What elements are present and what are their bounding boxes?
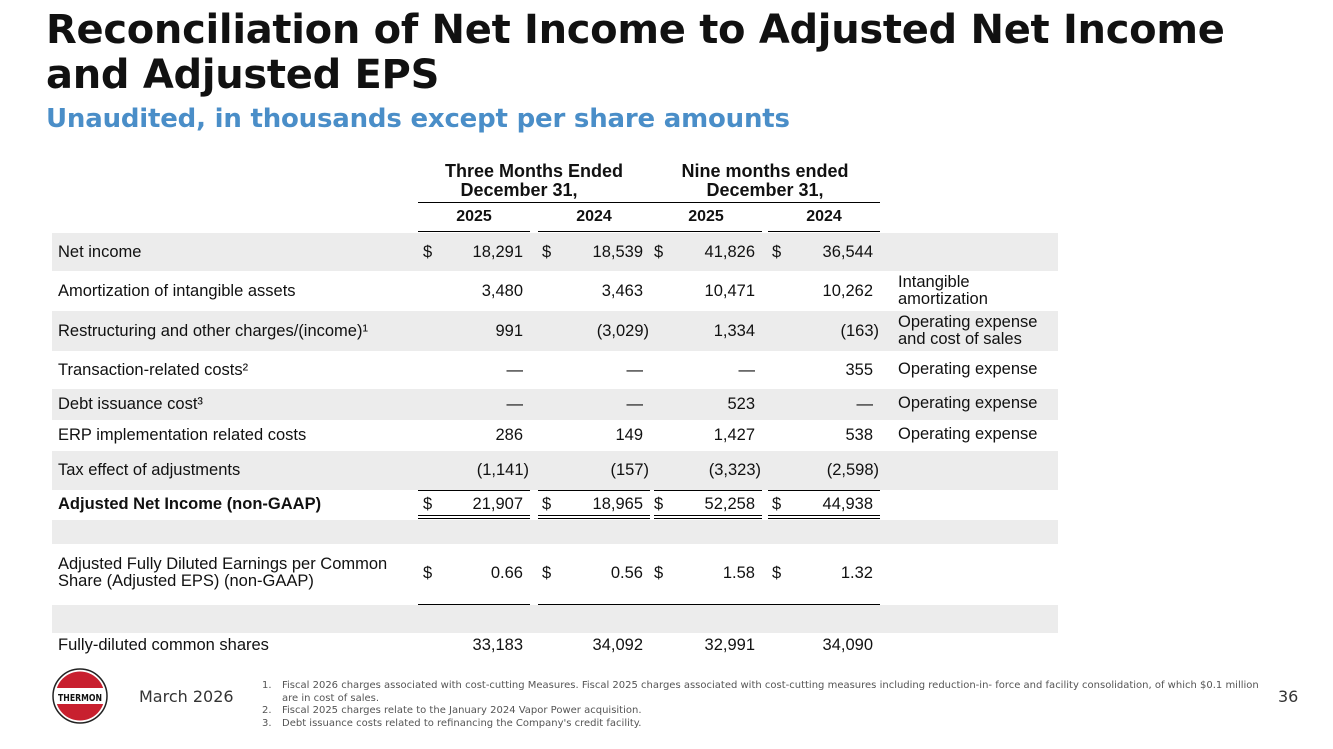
cell-value: 18,965 [592,495,643,513]
cell-value: 18,291 [472,243,523,261]
cell-value: (157) [610,461,649,479]
cell-value: 41,826 [704,243,755,261]
cell-value: 1.32 [840,564,873,582]
row-note: Intangible amortization [898,273,988,308]
row-label: Transaction-related costs² [58,361,249,379]
cell-value: 52,258 [704,495,755,513]
table-row-adjusted-net-income [52,491,1058,516]
table-row-restructuring [52,311,1058,351]
total-double-rule [418,515,530,516]
cell-value: 286 [495,426,523,444]
row-label: Restructuring and other charges/(income)¹ [58,322,368,340]
header-nine-months-line2: December 31, [706,180,824,200]
cell-value: — [856,395,873,413]
footnotes [262,680,1272,730]
cell-value: 0.56 [610,564,643,582]
cell-value: 991 [495,322,523,340]
table-row-net-income [52,233,1058,271]
header-three-months [418,162,650,200]
cell-value: 3,480 [481,282,523,300]
currency-symbol: $ [542,243,552,261]
cell-value: 1.58 [722,564,755,582]
table-row-diluted-shares [52,633,1058,657]
row-label: Net income [58,243,142,261]
year-header-2: 2024 [576,208,612,225]
logo-text: THERMON [58,693,102,704]
cell-value: (3,323) [708,461,761,479]
year-header-3: 2025 [688,208,724,225]
row-label: Adjusted Fully Diluted Earnings per Common Share (Adjusted EPS) (non-GAAP) [58,555,388,590]
cell-value: 1,427 [713,426,755,444]
table-row-erp-costs [52,420,1058,451]
row-note: Operating expense [898,394,1038,412]
page-number: 36 [1278,687,1299,706]
year-rule-4 [768,231,880,232]
page-title: Reconciliation of Net Income to Adjusted Net Income and Adjusted EPS [46,7,1225,98]
total-double-rule [418,518,530,519]
cell-value: (2,598) [826,461,879,479]
row-label: Fully-diluted common shares [58,636,269,654]
footer-date: March 2026 [139,687,234,706]
cell-value: 538 [845,426,873,444]
year-rule-2 [538,231,650,232]
currency-symbol: $ [772,564,782,582]
year-header-1: 2025 [456,208,492,225]
header-three-months-line1: Three Months Ended [444,161,623,181]
cell-value: 18,539 [592,243,643,261]
cell-value: 10,262 [822,282,873,300]
cell-value: 33,183 [472,636,523,654]
footnote-1: 1. Fiscal 2026 charges associated with cost-cutting Measures. Fiscal 2025 charges associated with cost-cutting measures including reduction-in- force and facility consolidation, of which $0.1 million are in cost of sales. [262,680,1259,704]
header-rule [418,202,880,203]
currency-symbol: $ [423,495,433,513]
currency-symbol: $ [654,243,664,261]
currency-symbol: $ [542,495,552,513]
currency-symbol: $ [423,564,433,582]
cell-value: 34,090 [822,636,873,654]
cell-value: — [738,361,755,379]
cell-value: 32,991 [704,636,755,654]
currency-symbol: $ [772,495,782,513]
row-label: ERP implementation related costs [58,426,307,444]
cell-value: 523 [727,395,755,413]
row-label: Debt issuance cost³ [58,395,203,413]
row-label: Adjusted Net Income (non-GAAP) [58,495,322,513]
currency-symbol: $ [654,564,664,582]
cell-value: — [506,395,523,413]
table-row-transaction-costs [52,351,1058,389]
cell-value: — [626,395,643,413]
cell-value: (3,029) [596,322,649,340]
row-note: Operating expense [898,425,1038,443]
cell-value: 0.66 [490,564,523,582]
table-spacer-row [52,520,1058,544]
cell-value: 36,544 [822,243,873,261]
total-double-rule [538,515,650,516]
table-row-amortization [52,271,1058,311]
table-row-debt-issuance [52,389,1058,420]
cell-value: (163) [840,322,879,340]
cell-value: 34,092 [592,636,643,654]
header-nine-months-line1: Nine months ended [681,161,849,181]
cell-value: 3,463 [601,282,643,300]
cell-value: 44,938 [822,495,873,513]
cell-value: 21,907 [472,495,523,513]
currency-symbol: $ [423,243,433,261]
table-row-tax-effect [52,451,1058,490]
row-note: Operating expense [898,360,1038,378]
cell-value: (1,141) [476,461,529,479]
row-label: Tax effect of adjustments [58,461,241,479]
table-spacer-row [52,605,1058,633]
total-double-rule [768,515,880,516]
currency-symbol: $ [542,564,552,582]
page-subtitle: Unaudited, in thousands except per share amounts [46,104,790,134]
footnote-3: 3. Debt issuance costs related to refinancing the Company's credit facility. [262,717,642,729]
row-label: Amortization of intangible assets [58,282,296,300]
year-header-4: 2024 [806,208,842,225]
header-three-months-line2: December 31, [460,180,578,200]
cell-value: — [506,361,523,379]
year-rule-3 [650,231,762,232]
cell-value: 149 [615,426,643,444]
cell-value: 10,471 [704,282,755,300]
total-double-rule [768,518,880,519]
total-double-rule [538,518,650,519]
footnote-2: 2. Fiscal 2025 charges relate to the January 2024 Vapor Power acquisition. [262,705,642,716]
cell-value: 355 [845,361,873,379]
cell-value: 1,334 [713,322,755,340]
currency-symbol: $ [654,495,664,513]
currency-symbol: $ [772,243,782,261]
header-nine-months [650,162,880,200]
table-row-adjusted-eps [52,544,1058,604]
row-note: Operating expense and cost of sales [898,313,1038,348]
cell-value: — [626,361,643,379]
thermon-logo-icon [52,668,108,724]
total-double-rule [654,518,762,519]
year-rule-1 [418,231,530,232]
total-double-rule [654,515,762,516]
